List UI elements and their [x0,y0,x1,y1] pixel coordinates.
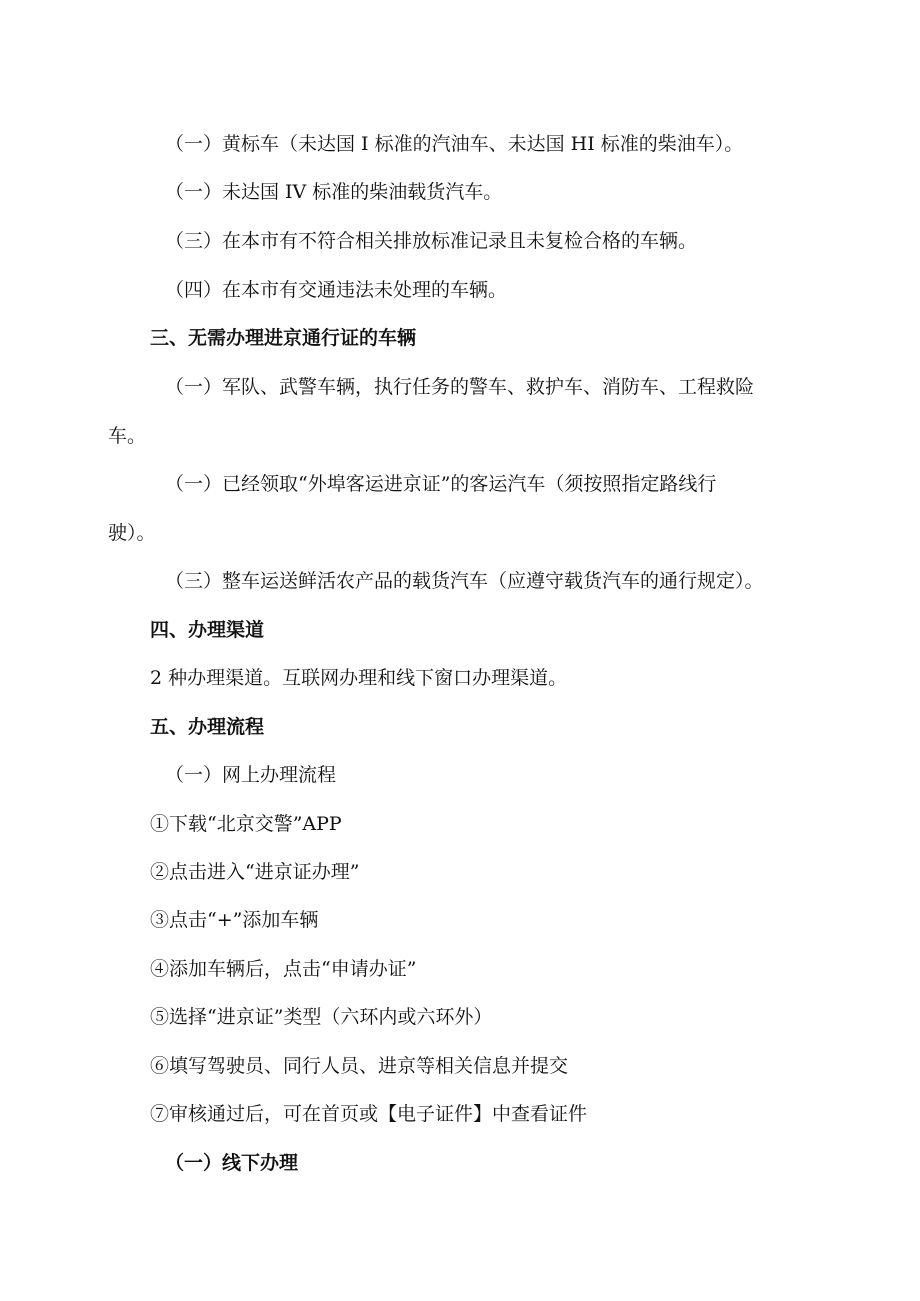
section-heading-exempt-vehicles: 三、无需办理进京通行证的车辆 [150,327,417,349]
step-7: ⑦审核通过后，可在首页或【电子证件】中查看证件 [150,1103,588,1125]
subheading-offline-process: （一）线下办理 [165,1152,299,1174]
paragraph-channels: 2 种办理渠道。互联网办理和线下窗口办理渠道。 [150,667,568,689]
section-heading-process: 五、办理流程 [150,716,265,738]
paragraph-military-police-vehicles-cont: 车。 [108,425,147,447]
paragraph-diesel-trucks: （一）未达国 IV 标准的柴油载货汽车。 [165,181,503,203]
paragraph-yellow-label-vehicles: （一）黄标车（未达国 I 标准的汽油车、未达国 HI 标准的柴油车）。 [165,133,744,155]
step-2: ②点击进入“进京证办理” [150,861,360,883]
step-4: ④添加车辆后，点击“申请办证” [150,958,417,980]
step-3: ③点击“+”添加车辆 [150,909,319,931]
step-5: ⑤选择“进京证”类型（六环内或六环外） [150,1006,493,1028]
section-heading-channels: 四、办理渠道 [150,619,265,641]
paragraph-military-police-vehicles: （一）军队、武警车辆，执行任务的警车、救护车、消防车、工程救险 [165,376,755,398]
step-1: ①下载“北京交警”APP [150,813,342,835]
paragraph-passenger-buses: （一）已经领取“外埠客运进京证”的客运汽车（须按照指定路线行 [165,473,717,495]
paragraph-passenger-buses-cont: 驶）。 [108,522,156,544]
paragraph-agricultural-trucks: （三）整车运送鲜活农产品的载货汽车（应遵守载货汽车的通行规定）。 [165,570,764,592]
step-6: ⑥填写驾驶员、同行人员、进京等相关信息并提交 [150,1055,569,1077]
paragraph-traffic-violations: （四）在本市有交通违法未处理的车辆。 [165,279,508,301]
paragraph-emission-records: （三）在本市有不符合相关排放标准记录且未复检合格的车辆。 [165,230,698,252]
subheading-online-process: （一）网上办理流程 [165,764,337,786]
